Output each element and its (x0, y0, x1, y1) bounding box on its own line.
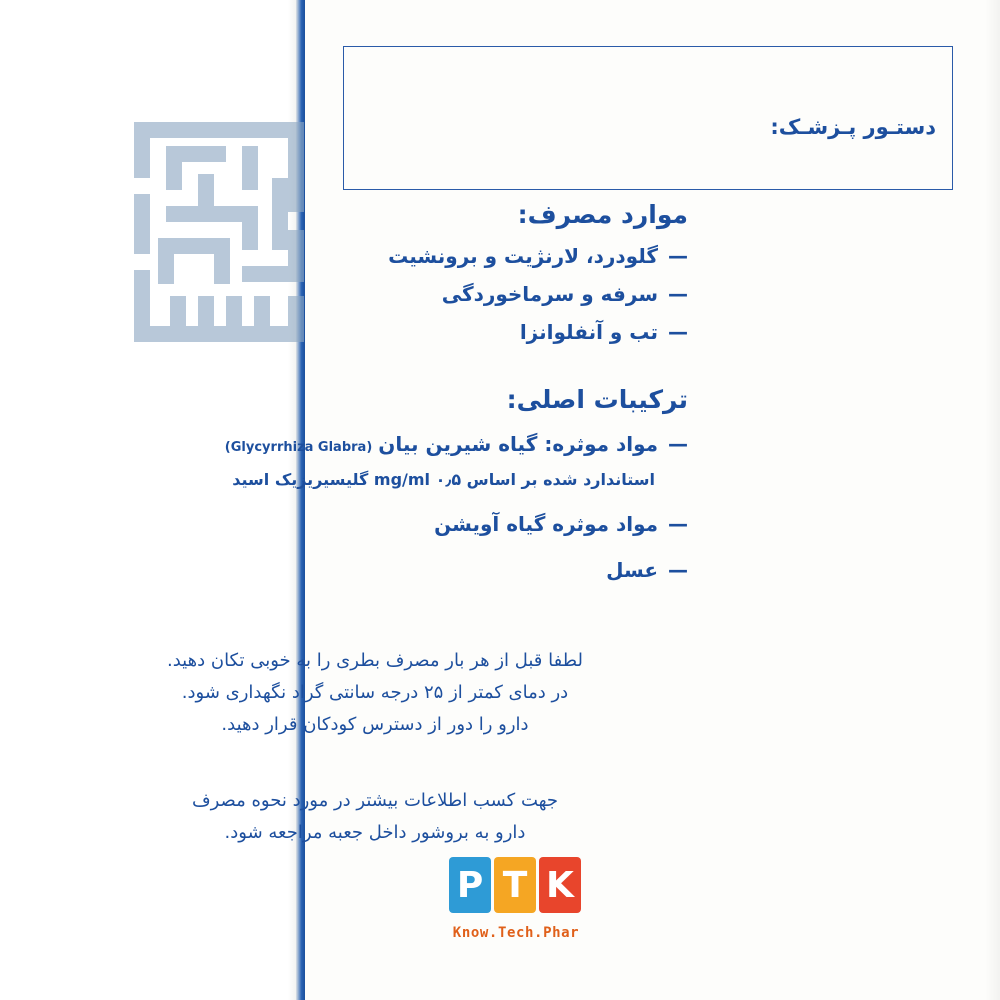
ingredient-item-3 (606, 558, 688, 583)
kufic-watermark-icon (130, 118, 308, 346)
brochure-reference-line-2: دارو به بروشور داخل جعبه مراجعه شود. (224, 822, 526, 843)
logo-letter-t: T (494, 857, 536, 913)
ingredient-text: مواد موثره: گیاه شیرین بیان (378, 432, 658, 456)
ingredient-latin-name: (Glycyrrhiza Glabra) (224, 440, 373, 455)
dash-bullet-icon: — (668, 512, 688, 536)
dash-bullet-icon: — (668, 558, 688, 582)
carton-right-shadow (985, 0, 1000, 1000)
ingredient-item-1 (225, 432, 688, 457)
indications-heading: موارد مصرف: (517, 200, 688, 229)
ingredients-heading: ترکیبات اصلی: (506, 385, 688, 414)
indication-item-1 (388, 244, 688, 269)
prescription-label: دستـور پـزشـک: (770, 115, 936, 139)
indication-item-2 (442, 282, 688, 307)
indication-item-3 (520, 320, 688, 345)
ingredient-standardization-note: استاندارد شده بر اساس ۰٫۵ mg/ml گلیسیریزیک اسید (232, 470, 655, 489)
dash-bullet-icon: — (668, 320, 688, 344)
ktp-logo (449, 857, 581, 913)
dash-bullet-icon: — (668, 282, 688, 306)
indication-text: سرفه و سرماخوردگی (441, 282, 658, 306)
instruction-line-2: در دمای کمتر از ۲۵ درجه سانتی گراد نگهداری شود. (181, 682, 569, 703)
dash-bullet-icon: — (668, 244, 688, 268)
ingredient-item-2 (434, 512, 688, 537)
indication-text: تب و آنفلوانزا (519, 320, 658, 344)
indication-text: گلودرد، لارنژیت و برونشیت (388, 244, 658, 268)
logo-letter-p: P (449, 857, 491, 913)
instruction-line-1: لطفا قبل از هر بار مصرف بطری را به خوبی تکان دهید. (167, 650, 583, 671)
dash-bullet-icon: — (668, 432, 688, 456)
instruction-line-3: دارو را دور از دسترس کودکان قرار دهید. (221, 714, 529, 735)
prescription-box (343, 46, 953, 190)
ingredient-text: عسل (606, 558, 658, 582)
logo-letter-k: K (539, 857, 581, 913)
ingredient-text: مواد موثره گیاه آویشن (434, 512, 658, 536)
brochure-reference-line-1: جهت کسب اطلاعات بیشتر در مورد نحوه مصرف (191, 790, 559, 811)
logo-caption: Know.Tech.Phar (452, 925, 580, 941)
